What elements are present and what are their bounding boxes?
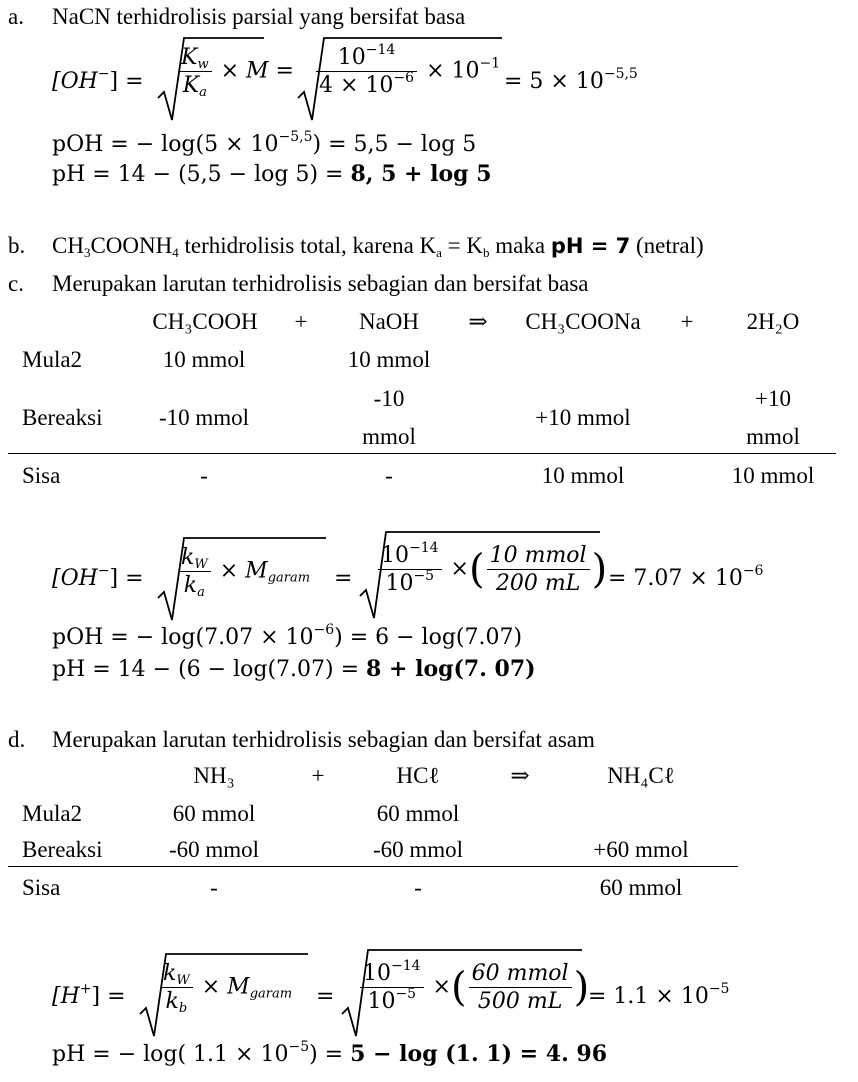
reaction-c-product-1: CH₃COONa	[525, 309, 641, 334]
table-c-cell: -	[200, 463, 208, 488]
part-c-oh-result: = $7.07 \times 10^{-6}$	[608, 563, 764, 591]
table-c-cell: +10 mmol	[535, 405, 631, 430]
reaction-c-reactant-2: NaOH	[358, 309, 420, 334]
reaction-c-reactant-1: CH₃COOH	[152, 309, 258, 334]
table-c-cell: -	[385, 463, 393, 488]
part-b-text: $CH_3COONH_4$ terhidrolisis total, karena $K_a = K_b$ maka pH = 7 (netral)	[52, 233, 704, 260]
reaction-d-reactant-1: NH₃	[193, 763, 235, 788]
part-d-title: Merupakan larutan terhidrolisis sebagian dan bersifat asam	[52, 727, 595, 752]
table-d-cell: +60 mmol	[593, 837, 689, 862]
table-c-cell: 10 mmol	[347, 347, 431, 372]
table-c-cell: +10	[755, 386, 791, 411]
part-a-letter: a.	[8, 4, 24, 29]
part-a-oh-label: [OH−] =	[52, 66, 144, 94]
part-c-sqrt-2: $\frac{10^{-14}}{10^{-5}}$ ×( $\frac{\text{10 mmol}}{200 mL}$ )	[360, 530, 600, 620]
part-a-oh-result: = $5 \times 10^{-5,5}$	[504, 66, 638, 94]
table-c-cell: -10 mmol	[158, 405, 250, 430]
part-a-ph-line: pH = 14 − (5,5 − log 5) = 8, 5 + log 5	[52, 161, 492, 187]
part-c-poh-line: pOH = − $\log(7.07 \times 10^{-6}) = 6 - \log(7.07)$	[52, 622, 523, 650]
table-c-row-label: Mula2	[22, 347, 83, 372]
reaction-c-plus-1: +	[294, 309, 308, 334]
table-d-cell: -	[414, 875, 422, 900]
part-d-eq: =	[316, 984, 335, 1009]
table-c-cell: 10 mmol	[541, 463, 625, 488]
table-c-cell: -10	[373, 386, 405, 411]
reaction-d-arrow: ⇒	[510, 763, 530, 788]
part-c-oh-label: [OH−] =	[52, 563, 144, 591]
reaction-c-arrow: ⇒	[468, 309, 488, 334]
table-c-cell: 10 mmol	[162, 347, 246, 372]
table-d-row-label: Mula2	[22, 801, 83, 826]
part-d-sqrt-1: $\frac{k_W}{k_b}$ × $M_{garam}$	[140, 952, 308, 1038]
part-a-title: NaCN terhidrolisis parsial yang bersifat basa	[52, 4, 466, 29]
table-c-cell: mmol	[362, 424, 416, 449]
part-c-letter: c.	[8, 271, 24, 296]
table-d-row-label: Sisa	[22, 875, 61, 900]
part-d-letter: d.	[8, 727, 26, 752]
table-c-cell: mmol	[746, 424, 800, 449]
part-a-sqrt-2: $\frac{10^{-14}}{4 \times 10^{-6}}$ × $10^{-1}$	[298, 36, 502, 122]
part-c-eq: =	[334, 566, 353, 591]
table-c-cell: 10 mmol	[731, 463, 815, 488]
reaction-c-plus-2: +	[680, 309, 694, 334]
reaction-d-plus: +	[311, 763, 325, 788]
reaction-c-product-2: 2H₂O	[746, 309, 800, 334]
part-b-letter: b.	[8, 233, 26, 258]
table-d-cell: -	[210, 875, 218, 900]
part-d-sqrt-2: $\frac{10^{-14}}{10^{-5}}$ ×( $\frac{\text{60 mmol}}{500 mL}$ )	[342, 948, 582, 1038]
part-d-h-result: = $1.1 \times 10^{-5}$	[588, 981, 730, 1009]
table-c-row-label: Sisa	[22, 463, 61, 488]
part-c-title: Merupakan larutan terhidrolisis sebagian dan bersifat basa	[52, 271, 589, 296]
table-d-cell: 60 mmol	[376, 801, 460, 826]
table-d-row-label: Bereaksi	[22, 837, 103, 862]
part-a-sqrt-1: $\frac{K_w}{K_a}$ × M =	[158, 36, 264, 122]
part-d-h-label: [H+] =	[52, 981, 126, 1009]
part-a-poh-text: pOH = − $\log(5 \times 10^{-5,5}) = 5,5 - \log 5$	[52, 129, 477, 157]
part-c-sqrt-1: $\frac{k_W}{k_a}$ × $M_{garam}$	[158, 536, 326, 622]
table-d-cell: 60 mmol	[172, 801, 256, 826]
table-d-divider	[8, 866, 738, 867]
table-d-cell: -60 mmol	[168, 837, 260, 862]
table-d-cell: 60 mmol	[599, 875, 683, 900]
table-c-row-label: Bereaksi	[22, 405, 103, 430]
reaction-d-product: NH₄Cℓ	[607, 763, 675, 788]
table-d-cell: -60 mmol	[372, 837, 464, 862]
reaction-d-reactant-2: HCℓ	[396, 763, 440, 788]
part-c-ph-line: pH = 14 − (6 − log(7.07) = 8 + log(7. 07)	[52, 656, 536, 682]
table-c-divider	[8, 453, 836, 454]
part-d-ph-line: pH = − log( $1.1 \times 10^{-5}) = 5 - \log (1$. 1) = 4. 96	[52, 1039, 608, 1067]
